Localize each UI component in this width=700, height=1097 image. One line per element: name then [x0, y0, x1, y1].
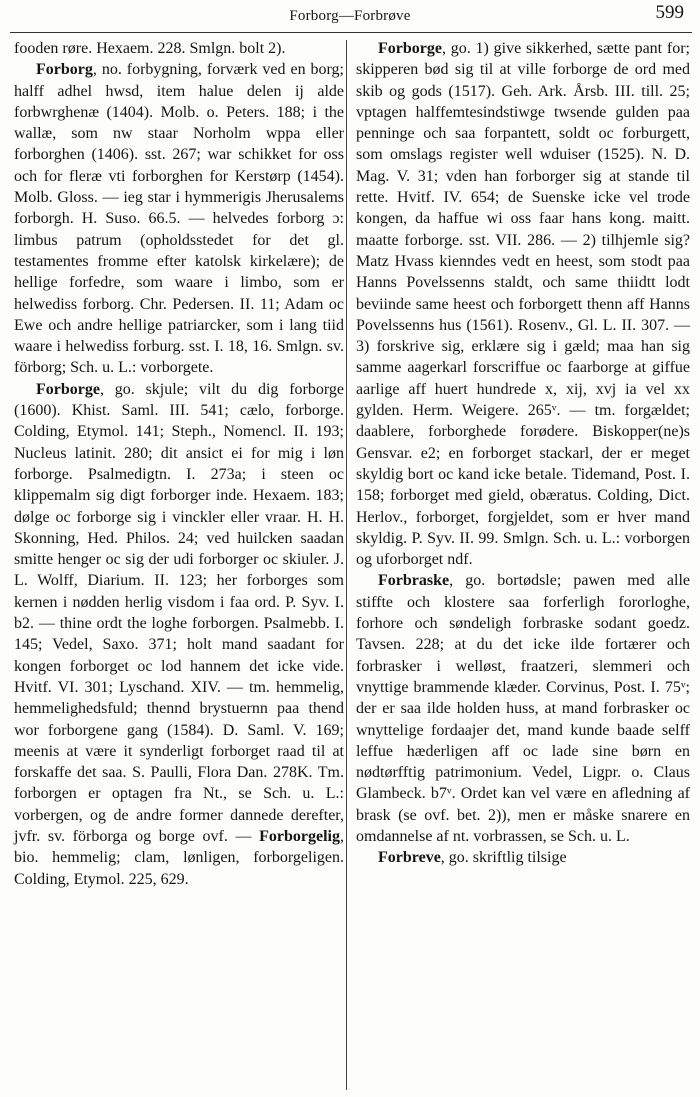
entry-text: , no. forbygning, forværk ved en borg; halff adhel hwsd, item halue delen ij alde forbwrghenæ (1404). Molb. o. Peters. 188; i the wallæ, som nw staar Norholm wppa eller forborghen (1406). sst. 267; war schikket for oss och for fleræ vti forborghen for Kerstørp (1454). Molb. Gloss. — ieg star i hymmerigis Jherusalems forborgh. H. Suso. 66.5. — helvedes forborg ɔ: limbus patrum (opholdsstedet for det gl. testamentes fromme efter katolsk kirkelære); de hellige forfedre, som waare i limbo, som er helwediss forborg. Chr. Pedersen. II. 11; Adam oc Ewe och andre hellige patriarcker, som i lang tiid waare i helwediss forburg. sst. I. 18, 16. Smlgn. sv. förborg; Sch. u. L.: vorborgete. — [14, 61, 344, 377]
entry-headword: Forborgelig — [259, 827, 340, 845]
entry-forbreve — [356, 847, 690, 868]
entry-text: , go. bortødsle; pawen med alle stiffte och klostere saa forferligh fororloghe, forhore och søndeligh forbraske sodant goedz. Tavsen. 228; at du det icke ilde fortærer och forbrasker i welløst, fraatzeri, slemmeri och vnyttige brammende klæder. Corvinus, Post. I. 75ᵛ; der er saa ilde holden huss, at mand forbrasker oc wnyttelige fordaajer det, mand kunde baade selff leffue hæderligen aff oc lade sine børn en nødtørfftig patrimonium. Vedel, Ligpr. o. Claus Glambeck. b7ᵛ. Ordet kan vel være en afledning af brask (se ovf. bet. 2)), men er måske snarere en omdannelse af nt. vorbrassen, se Sch. u. L. — [356, 572, 690, 845]
header-rule — [10, 32, 692, 33]
column-divider — [346, 40, 347, 1090]
entry-headword: Forbraske — [378, 572, 450, 590]
entry-continuation — [14, 38, 344, 59]
page-number: 599 — [655, 2, 684, 23]
entry-forbraske — [356, 570, 690, 847]
entry-headword: Forborge — [378, 40, 442, 57]
entry-text: fooden røre. Hexaem. 228. Smlgn. bolt 2). — [14, 40, 286, 57]
right-column — [356, 38, 690, 869]
left-column — [14, 38, 344, 890]
entry-headword: Forborg — [36, 61, 93, 79]
page-header — [0, 0, 700, 34]
entry-headword: Forbreve — [378, 849, 441, 867]
entry-forborge-skjule — [14, 379, 344, 890]
entry-text: , go. skriftlig tilsige — [440, 849, 567, 867]
entry-forborge-sikkerhed — [356, 38, 690, 570]
entry-headword: Forborge — [36, 380, 100, 398]
entry-text: , bio. hemmelig; clam, lønligen, forborgeligen. Colding, Etymol. 225, 629. — [14, 827, 344, 888]
entry-text: , go. 1) give sikkerhed, sætte pant for; skipperen bød sig til at ville forborge de ord med skib og gods (1517). Geh. Ark. Årsb. III. till. 25; vptagen halffemtesindstiwge twsende gulden paa penninge och saa forpantett, soldt oc forburgett, som omslags register well wduiser (1525). N. D. Mag. V. 31; vden han forborger sig at stande til rette. Hvitf. IV. 654; de Suenske icke vel trode kongen, da haffue wi oss faar hans kong. maitt. maatte forborge. sst. VII. 286. — 2) tilhjemle sig? Matz Hvass kienndes vedt en heest, som stodt paa Hanns Povelssenns staldt, och same thiidtt lodt beviinde same heest och forborgett thenn aff Hanns Povelssenns hus (1561). Rosenv., Gl. L. II. 307. — 3) forskrive sig, erklære sig i gæld; maa han sig samme aagerkarl forscriffue oc faarborge at giffue aarlige aff huert hundrede x, xij, xvj ia vel xx gylden. Herm. Weigere. 265ᵛ. — tm. forgældet; daablere, forborghede forødere. Biskopper(ne)s Gensvar. e2; en forborget stackarl, der er meget skyldig bort oc kand icke betale. Tidemand, Post. I. 158; forborget med gield, obæratus. Colding, Dict. Herlov., forborget, forgjeldet, som er hver mand skyldig. P. Syv. II. 99. Smlgn. Sch. u. L.: vorborgen og uforborget ndf. — [356, 40, 690, 569]
entry-forborg-noun — [14, 59, 344, 378]
running-head: Forborg—Forbrøve — [289, 8, 411, 24]
entry-text: , go. skjule; vilt du dig forborge (1600). Khist. Saml. III. 541; cælo, forborge. Colding, Etymol. 141; Steph., Nomencl. II. 193; Nucleus latinit. 280; dit ansict ei for mig i løn forborge. Psalmedigtn. I. 273a; i steen oc klippemalm sig digt forborger inde. Hexaem. 183; dølge oc forborge sig i vinckler eller vraar. H. H. Skonning, Hed. Philos. 24; ved huilcken saadan smitte henger oc sig der udi forborger oc skiuler. J. L. Wolff, Diarium. II. 123; her forborges som kernen i nødden herlig visdom i faa ord. P. Syv. I. b2. — thine ordt the loghe forborgen. Psalmebb. I. 145; Vedel, Saxo. 371; holt mand saadant for kongen forborget oc lod hannem det icke vide. Hvitf. VI. 301; Lyschand. XIV. — tm. hemmelig, hemmelighedsfuld; thennd brystuernn paa thend wor forborgene gang (1584). D. Saml. V. 169; meenis at være it synderligt forborget raad til at forskaffe det saa. S. Paulli, Flora Dan. 278K. Tm. forborgen er optagen fra Nt., se Sch. u. L.: vorbergen, og de andre former dannede derefter, jvfr. sv. förborga og borge ovf. — — [14, 380, 344, 845]
